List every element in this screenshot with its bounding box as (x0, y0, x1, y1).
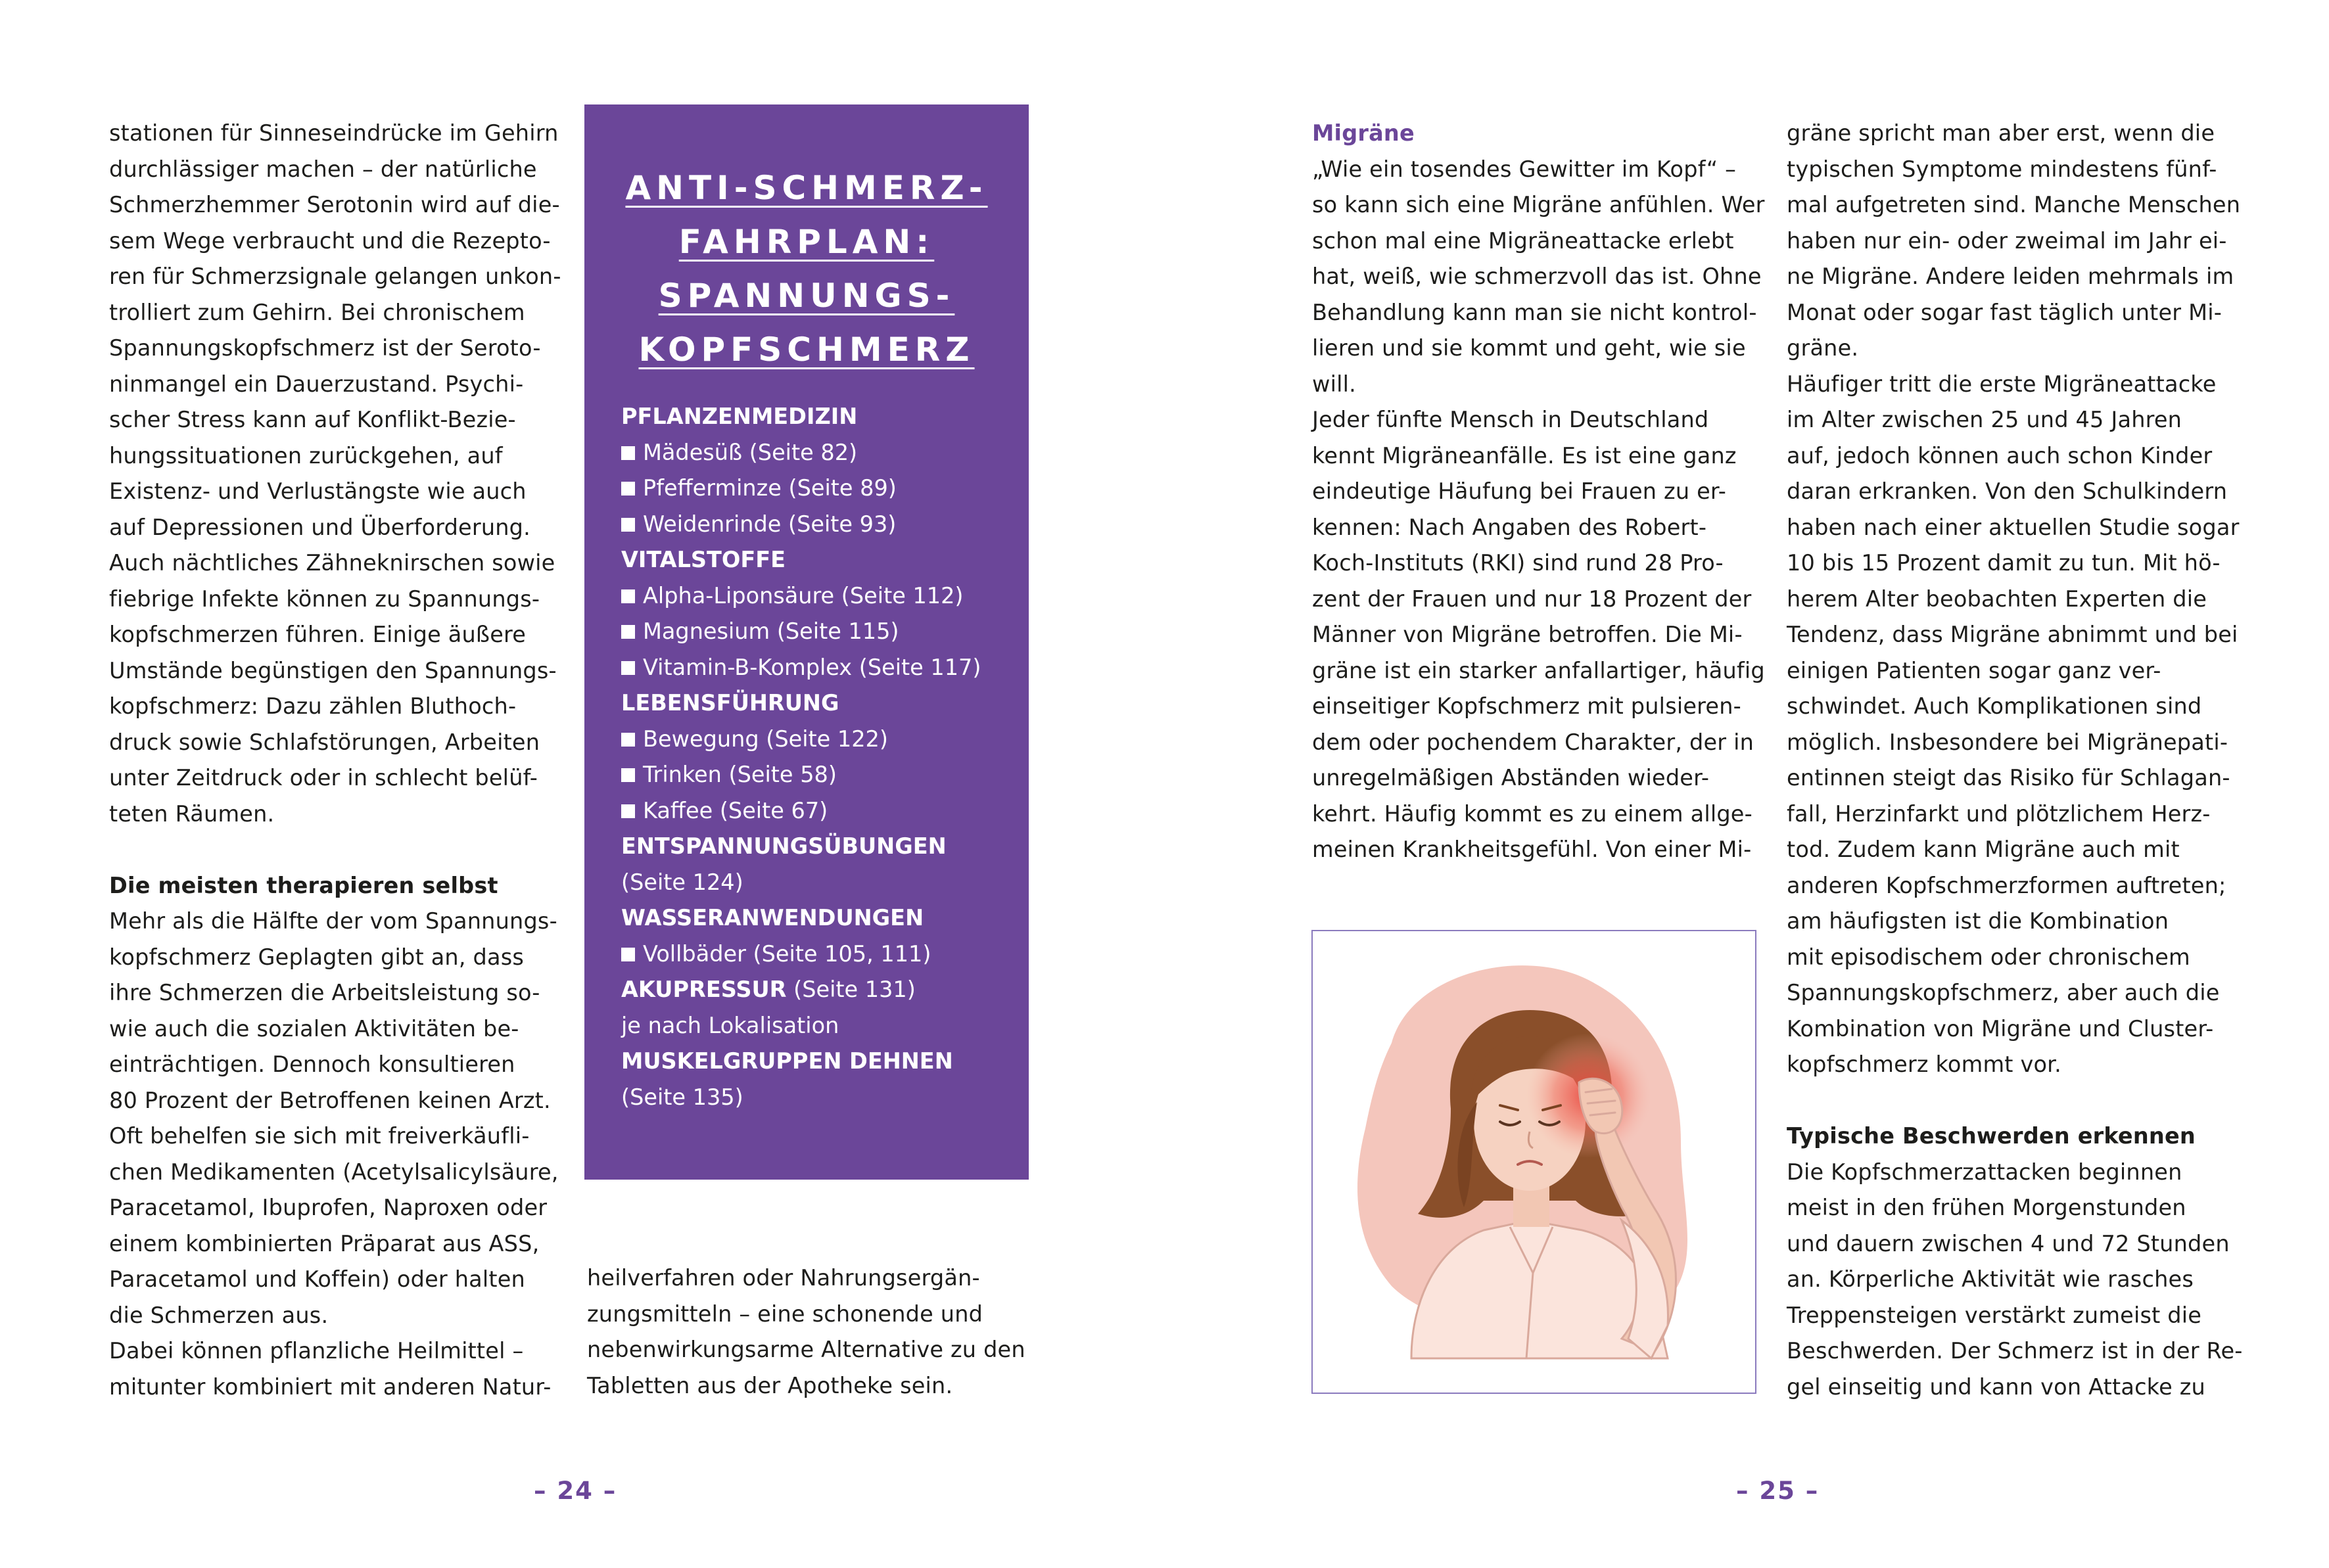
text-line: Mehr als die Hälfte der vom Spannungs- (109, 908, 557, 934)
text-line: teten Räumen. (109, 800, 275, 827)
box-list (621, 399, 981, 1115)
box-title-line: FAHRPLAN: (678, 223, 935, 261)
square-bullet-icon (621, 804, 635, 818)
list-item: Vitamin-B-Komplex (Seite 117) (621, 650, 981, 686)
text-line: am häufigsten ist die Kombination (1787, 908, 2169, 934)
text-line: ne Migräne. Andere leiden mehrmals im (1787, 264, 2234, 289)
text-line: meist in den frühen Morgenstunden (1787, 1195, 2186, 1220)
text-line: einträchtigen. Dennoch konsultieren (109, 1051, 515, 1077)
text-line: kopfschmerz: Dazu zählen Bluthoch- (109, 693, 517, 719)
text-line: an. Körperliche Aktivität wie rasches (1787, 1266, 2194, 1292)
text-line: sem Wege verbraucht und die Rezepto- (109, 227, 551, 254)
text-line: mitunter kombiniert mit anderen Natur- (109, 1373, 552, 1400)
text-line: eindeutige Häufung bei Frauen zu er- (1312, 478, 1727, 504)
list-item: Mädesüß (Seite 82) (621, 435, 981, 471)
text-line: hat, weiß, wie schmerzvoll das ist. Ohne (1312, 264, 1762, 289)
text-line: Spannungskopfschmerz, aber auch die (1787, 980, 2220, 1005)
text-line: mal aufgetreten sind. Manche Menschen (1787, 192, 2241, 218)
text-line: haben nur ein- oder zweimal im Jahr ei- (1787, 227, 2227, 254)
text-line: entinnen steigt das Risiko für Schlagan- (1787, 765, 2230, 791)
square-bullet-icon (621, 589, 635, 603)
text-line: zungsmitteln – eine schonende und (587, 1301, 983, 1327)
text-line: ninmangel ein Dauerzustand. Psychi- (109, 371, 524, 397)
section-heading: Die meisten therapieren selbst (109, 872, 498, 898)
square-bullet-icon (621, 661, 635, 675)
text-line: 10 bis 15 Prozent damit zu tun. Mit hö- (1787, 550, 2221, 576)
text-line: trolliert zum Gehirn. Bei chronischem (109, 299, 525, 325)
text-line: scher Stress kann auf Konflikt-Bezie- (109, 407, 516, 432)
text-line: zent der Frauen und nur 18 Prozent der (1312, 586, 1752, 612)
text-line: so kann sich eine Migräne anfühlen. Wer (1312, 192, 1765, 218)
category-heading: ENTSPANNUNGSÜBUNGEN (621, 833, 947, 859)
category-note: (Seite 124) (621, 869, 743, 895)
square-bullet-icon (621, 768, 635, 782)
text-line: fall, Herzinfarkt und plötzlichem Herz- (1787, 800, 2211, 827)
text-line: durchlässiger machen – der natürliche (109, 156, 537, 182)
list-item: Bewegung (Seite 122) (621, 722, 981, 758)
text-line: einigen Patienten sogar ganz ver- (1787, 657, 2161, 683)
text-line: Existenz- und Verlustängste wie auch (109, 478, 527, 504)
category-heading-with-ref: AKUPRESSUR (Seite 131) (621, 977, 916, 1002)
text-line: die Schmerzen aus. (109, 1302, 329, 1328)
box-title-line: ANTI-SCHMERZ- (625, 169, 988, 207)
text-line: chen Medikamenten (Acetylsalicylsäure, (109, 1159, 559, 1185)
category-note: (Seite 135) (621, 1084, 743, 1110)
box-title-line: KOPFSCHMERZ (638, 331, 975, 369)
text-line: Häufiger tritt die erste Migräneattacke (1787, 371, 2217, 397)
text-line: unter Zeitdruck oder in schlecht belüf- (109, 765, 538, 791)
text-line: und dauern zwischen 4 und 72 Stunden (1787, 1230, 2230, 1257)
category-heading: PFLANZENMEDIZIN (621, 404, 858, 429)
category-heading: VITALSTOFFE (621, 547, 786, 572)
text-line: Koch-Instituts (RKI) sind rund 28 Pro- (1312, 550, 1724, 576)
category-heading: MUSKELGRUPPEN DEHNEN (621, 1048, 953, 1074)
text-line: schon mal eine Migräneattacke erlebt (1312, 227, 1734, 254)
category-heading: LEBENSFÜHRUNG (621, 690, 839, 716)
page-number-right: – 25 – (1736, 1477, 1820, 1505)
text-line: herem Alter beobachten Experten die (1787, 586, 2207, 612)
section-title: Migräne (1312, 120, 1415, 146)
text-line: Tabletten aus der Apotheke sein. (587, 1372, 953, 1398)
text-line: einseitiger Kopfschmerz mit pulsieren- (1312, 693, 1741, 719)
list-item: Magnesium (Seite 115) (621, 614, 981, 650)
text-line: Paracetamol, Ibuprofen, Naproxen oder (109, 1195, 548, 1220)
square-bullet-icon (621, 625, 635, 639)
text-line: druck sowie Schlafstörungen, Arbeiten (109, 729, 540, 755)
text-line: tod. Zudem kann Migräne auch mit (1787, 837, 2180, 862)
left-column-2 (587, 1260, 1025, 1404)
text-line: fiebrige Infekte können zu Spannungs- (109, 586, 540, 612)
text-line: unregelmäßigen Abständen wieder- (1312, 765, 1710, 791)
text-line: meinen Krankheitsgefühl. Von einer Mi- (1312, 837, 1752, 862)
text-line: Treppensteigen verstärkt zumeist die (1787, 1302, 2202, 1328)
text-line: kopfschmerz Geplagten gibt an, dass (109, 944, 525, 970)
list-item: Alpha-Liponsäure (Seite 112) (621, 578, 981, 614)
text-line: wie auch die sozialen Aktivitäten be- (109, 1015, 519, 1042)
list-item: Trinken (Seite 58) (621, 757, 981, 793)
text-line: Paracetamol und Koffein) oder halten (109, 1266, 525, 1292)
text-line: auf Depressionen und Überforderung. (109, 514, 530, 540)
text-line: stationen für Sinneseindrücke im Gehirn (109, 120, 559, 146)
text-line: Die Kopfschmerzattacken beginnen (1787, 1159, 2182, 1185)
text-line: hungssituationen zurückgehen, auf (109, 442, 503, 469)
text-line: Männer von Migräne betroffen. Die Mi- (1312, 622, 1743, 647)
text-line: gräne spricht man aber erst, wenn die (1787, 120, 2215, 146)
text-line: typischen Symptome mindestens fünf- (1787, 156, 2217, 182)
text-line: lieren und sie kommt und geht, wie sie (1312, 335, 1746, 361)
text-line: dem oder pochendem Charakter, der in (1312, 729, 1754, 755)
square-bullet-icon (621, 733, 635, 747)
text-line: Beschwerden. Der Schmerz ist in der Re- (1787, 1338, 2243, 1364)
migraine-illustration (1311, 930, 1756, 1394)
text-line: mit episodischem oder chronischem (1787, 944, 2190, 970)
woman-headache-illustration (1313, 931, 1755, 1393)
category-heading: WASSERANWENDUNGEN (621, 905, 924, 931)
text-line: 80 Prozent der Betroffenen keinen Arzt. (109, 1087, 551, 1113)
text-line: im Alter zwischen 25 und 45 Jahren (1787, 407, 2182, 432)
text-line: kehrt. Häufig kommt es zu einem allge- (1312, 800, 1753, 827)
text-line: nebenwirkungsarme Alternative zu den (587, 1337, 1025, 1362)
text-line: kennen: Nach Angaben des Robert- (1312, 514, 1707, 540)
text-line: Monat oder sogar fast täglich unter Mi- (1787, 299, 2223, 325)
text-line: kennt Migräneanfälle. Es ist eine ganz (1312, 442, 1737, 469)
text-line: heilverfahren oder Nahrungsergän- (587, 1265, 980, 1291)
text-line: schwindet. Auch Komplikationen sind (1787, 693, 2202, 719)
right-column-1 (1312, 116, 1765, 868)
square-bullet-icon (621, 446, 635, 460)
text-line: Behandlung kann man sie nicht kontrol- (1312, 299, 1757, 325)
text-line: „Wie ein tosendes Gewitter im Kopf“ – (1312, 156, 1737, 182)
text-line: möglich. Insbesondere bei Migränepati- (1787, 729, 2228, 755)
text-line: ren für Schmerzsignale gelangen unkon- (109, 264, 561, 289)
text-line: daran erkranken. Von den Schulkindern (1787, 478, 2228, 504)
list-item: Vollbäder (Seite 105, 111) (621, 936, 981, 973)
text-line: kopfschmerz kommt vor. (1787, 1051, 2061, 1077)
text-line: ihre Schmerzen die Arbeitsleistung so- (109, 980, 540, 1005)
list-item: Weidenrinde (Seite 93) (621, 507, 981, 543)
page-number-left: – 24 – (534, 1477, 617, 1505)
square-bullet-icon (621, 482, 635, 496)
text-line: Spannungskopfschmerz ist der Seroto- (109, 335, 541, 361)
text-line: Jeder fünfte Mensch in Deutschland (1312, 407, 1709, 432)
text-line: auf, jedoch können auch schon Kinder (1787, 442, 2213, 469)
list-item: Pfefferminze (Seite 89) (621, 471, 981, 507)
list-item: Kaffee (Seite 67) (621, 793, 981, 829)
text-line: haben nach einer aktuellen Studie sogar (1787, 514, 2240, 540)
text-line: Dabei können pflanzliche Heilmittel – (109, 1338, 524, 1364)
text-line: kopfschmerzen führen. Einige äußere (109, 622, 527, 647)
square-bullet-icon (621, 518, 635, 532)
text-line: Kombination von Migräne und Cluster- (1787, 1015, 2214, 1042)
text-line: gräne. (1787, 335, 1859, 361)
anti-schmerz-box (584, 104, 1029, 1180)
left-column-1 (109, 116, 561, 1405)
text-line: anderen Kopfschmerzformen auftreten; (1787, 872, 2226, 898)
text-line: gräne ist ein starker anfallartiger, häufig (1312, 657, 1765, 683)
box-title-line: SPANNUNGS- (658, 277, 955, 315)
box-title (584, 161, 1029, 377)
text-line: Tendenz, dass Migräne abnimmt und bei (1787, 622, 2238, 647)
text-line: will. (1312, 371, 1356, 397)
text-line: gel einseitig und kann von Attacke zu (1787, 1373, 2205, 1400)
text-line: einem kombinierten Präparat aus ASS, (109, 1230, 540, 1257)
text-line: Umstände begünstigen den Spannungs- (109, 657, 557, 683)
text-line: Oft behelfen sie sich mit freiverkäufli- (109, 1123, 530, 1149)
section-heading: Typische Beschwerden erkennen (1787, 1123, 2196, 1149)
square-bullet-icon (621, 948, 635, 961)
text-line: Auch nächtliches Zähneknirschen sowie (109, 550, 555, 576)
text-line: Schmerzhemmer Serotonin wird auf die- (109, 192, 560, 218)
right-column-2 (1787, 116, 2243, 1405)
category-note: je nach Lokalisation (621, 1012, 839, 1038)
